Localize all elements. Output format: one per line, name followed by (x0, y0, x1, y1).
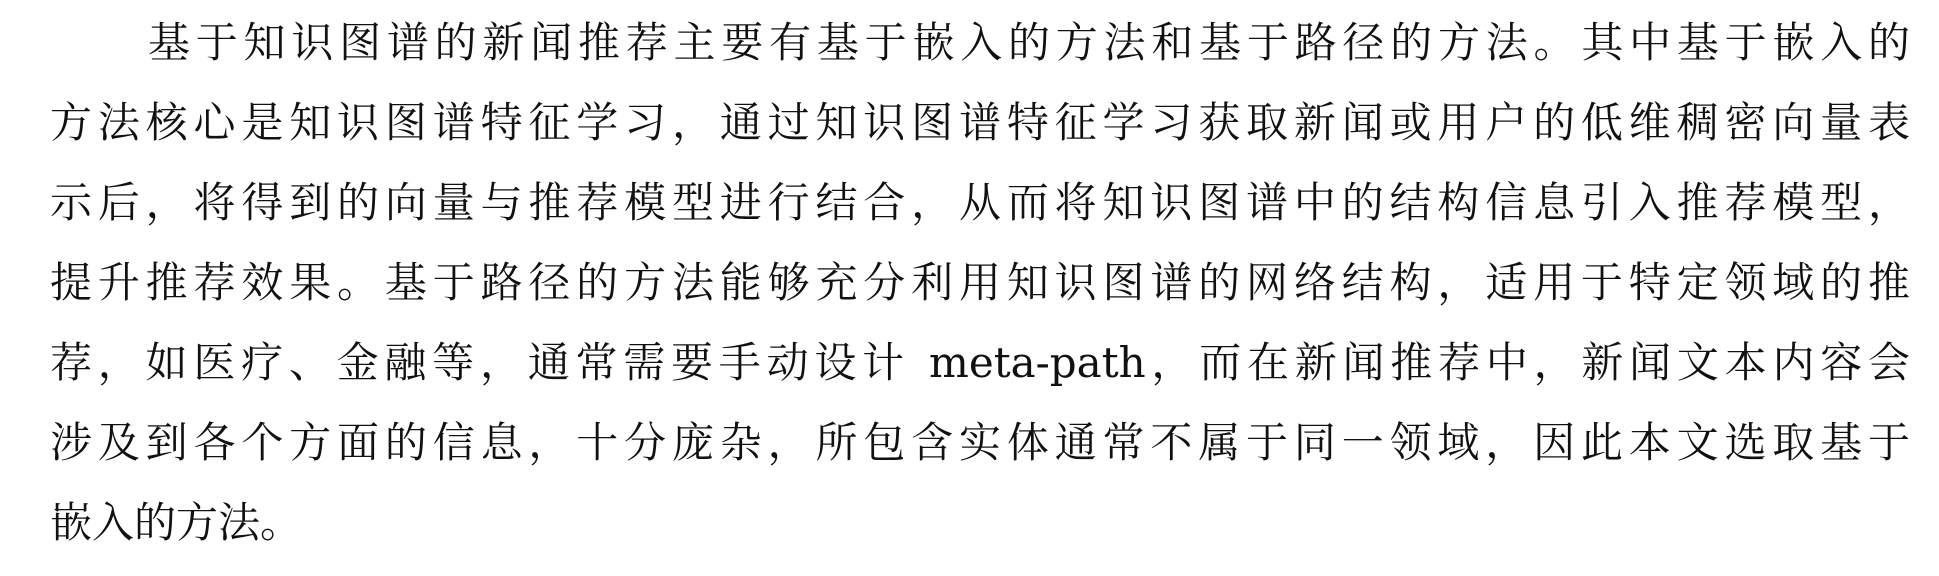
paragraph-line-6: 涉及到各个方面的信息，十分庞杂，所包含实体通常不属于同一领域，因此本文选取基于 (50, 418, 1910, 467)
paragraph-line-7: 嵌入的方法。 (50, 498, 303, 547)
paragraph-line-4: 提升推荐效果。基于路径的方法能够充分利用知识图谱的网络结构，适用于特定领域的推 (50, 258, 1910, 307)
paragraph-line-2: 方法核心是知识图谱特征学习，通过知识图谱特征学习获取新闻或用户的低维稠密向量表 (50, 98, 1910, 147)
paragraph-line-1: 基于知识图谱的新闻推荐主要有基于嵌入的方法和基于路径的方法。其中基于嵌入的 (148, 18, 1910, 67)
paragraph-line-5: 荐，如医疗、金融等，通常需要手动设计 meta-path，而在新闻推荐中，新闻文本内容会 (50, 338, 1910, 387)
paragraph-line-3: 示后，将得到的向量与推荐模型进行结合，从而将知识图谱中的结构信息引入推荐模型， (50, 178, 1910, 227)
